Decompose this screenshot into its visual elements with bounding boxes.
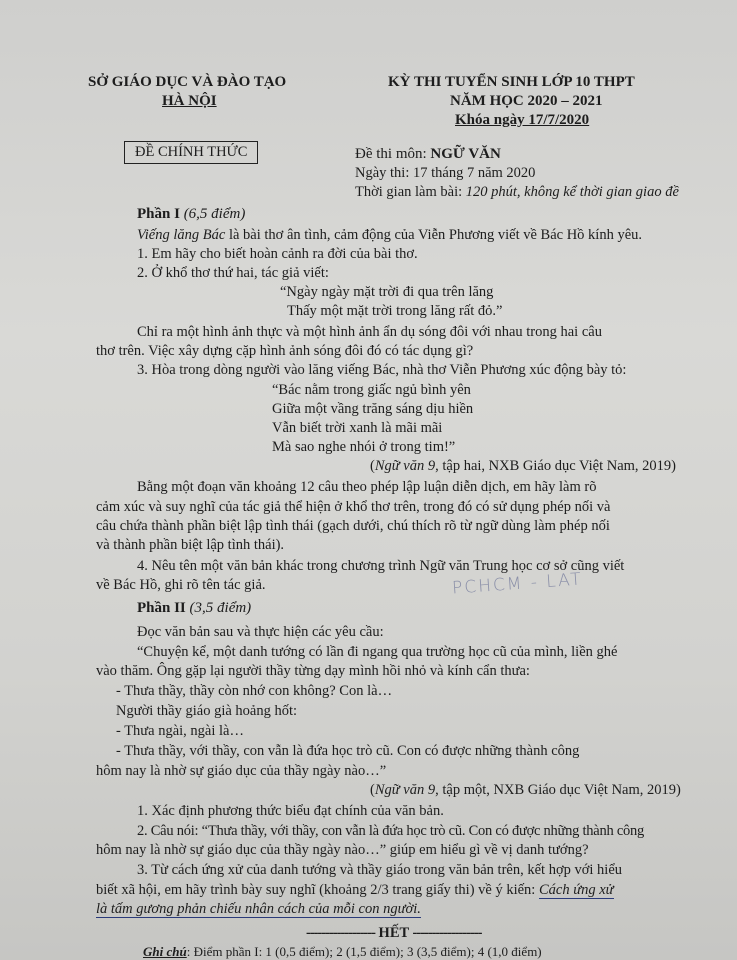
time-prefix: Thời gian làm bài: <box>355 184 466 200</box>
part1-question-4-line1: 4. Nêu tên một văn bản khác trong chương trình Ngữ văn Trung học cơ sở cũng viết <box>137 558 625 574</box>
end-text: HẾT <box>378 925 409 941</box>
part1-intro <box>137 227 642 244</box>
part2-title: Phần II <box>137 600 186 616</box>
dash-right: ------------------ <box>412 925 482 941</box>
note-colon: : <box>186 944 194 959</box>
source1-rest: , tập hai, NXB Giáo dục Việt Nam, 2019) <box>435 458 676 474</box>
part2-question-3-line2 <box>96 882 614 899</box>
part1-question-1: 1. Em hãy cho biết hoàn cảnh ra đời của bài thơ. <box>137 246 418 262</box>
part2-question-3-line3 <box>96 901 421 918</box>
part1-title: Phần I <box>137 206 180 222</box>
department-name: SỞ GIÁO DỤC VÀ ĐÀO TẠO <box>88 74 287 90</box>
poem-title: Viếng lăng Bác <box>137 227 226 243</box>
story-line7: hôm nay là nhờ sự giáo dục của thầy ngày nào…” <box>96 763 387 779</box>
exam-session-date: Khóa ngày 17/7/2020 <box>455 112 590 128</box>
school-year: NĂM HỌC 2020 – 2021 <box>450 93 603 109</box>
poem2-line1: “Bác nằm trong giấc ngủ bình yên <box>272 382 471 398</box>
poem1-line1: “Ngày ngày mặt trời đi qua trên lăng <box>280 284 494 300</box>
poem2-line3: Vẫn biết trời xanh là mãi mãi <box>272 420 443 436</box>
note-part1-scores: Điểm phần I: 1 (0,5 điểm); 2 (1,5 điểm); 3 (3,5 điểm); 4 (1,0 điểm) <box>193 944 542 959</box>
poem1-line2: Thấy một mặt trời trong lăng rất đỏ.” <box>287 303 503 319</box>
source2-title: Ngữ văn 9 <box>374 782 436 798</box>
source2-rest: , tập một, NXB Giáo dục Việt Nam, 2019) <box>435 782 681 798</box>
story-line2: vào thăm. Ông gặp lại người thầy từng dạy mình hồi nhỏ và kính cẩn thưa: <box>96 663 530 679</box>
story-line6: - Thưa thầy, với thầy, con vẫn là đứa học trò cũ. Con có được những thành công <box>116 743 580 759</box>
part1-q2-task-line1: Chỉ ra một hình ảnh thực và một hình ảnh ẩn dụ sóng đôi với nhau trong hai câu <box>137 324 602 340</box>
source1-title: Ngữ văn 9 <box>374 458 436 474</box>
part1-question-4-line2: về Bác Hồ, ghi rõ tên tác giả. <box>96 577 266 593</box>
q3-quote-end: là tấm gương phản chiếu nhân cách của mỗi con người. <box>96 901 421 917</box>
part1-points: (6,5 điểm) <box>183 206 246 222</box>
end-mark <box>306 925 481 942</box>
story-line1: “Chuyện kể, một danh tướng có lần đi ngang qua trường học cũ của mình, liền ghé <box>137 644 618 660</box>
part1-question-3: 3. Hòa trong dòng người vào lăng viếng Bác, nhà thơ Viễn Phương xúc động bày tỏ: <box>137 362 627 378</box>
part1-q2-task-line2: thơ trên. Việc xây dựng cặp hình ảnh sóng đôi đó có tác dụng gì? <box>96 343 474 359</box>
poem2-line2: Giữa một vầng trăng sáng dịu hiền <box>272 401 474 417</box>
time-value: 120 phút, không kể thời gian giao đề <box>465 184 679 200</box>
subject-line <box>355 146 501 163</box>
part2-question-1: 1. Xác định phương thức biểu đạt chính của văn bản. <box>137 803 444 819</box>
part1-heading <box>137 206 245 223</box>
source-citation-1: (Ngữ văn 9, tập hai, NXB Giáo dục Việt Nam, 2019) <box>370 458 676 474</box>
part1-q3-task-line2: cảm xúc và suy nghĩ của tác giả thể hiện ở khổ thơ trên, trong đó có sử dụng phép nối và <box>96 499 611 515</box>
city-name: HÀ NỘI <box>162 93 217 109</box>
source-citation-2: (Ngữ văn 9, tập một, NXB Giáo dục Việt Nam, 2019) <box>370 782 681 798</box>
official-exam-badge: ĐỀ CHÍNH THỨC <box>124 141 258 164</box>
q3-line2-text: biết xã hội, em hãy trình bày suy nghĩ (khoảng 2/3 trang giấy thi) về ý kiến: <box>96 882 539 898</box>
exam-date: Ngày thi: 17 tháng 7 năm 2020 <box>355 165 536 181</box>
q3-quote-start: Cách ứng xử <box>538 882 614 898</box>
part2-heading <box>137 600 251 617</box>
part2-instruction: Đọc văn bản sau và thực hiện các yêu cầu: <box>137 624 384 640</box>
subject-prefix: Đề thi môn: <box>355 146 431 162</box>
part1-q3-task-line4: và thành phần biệt lập tình thái). <box>96 537 285 553</box>
story-line3: - Thưa thầy, thầy còn nhớ con không? Con là… <box>116 683 393 699</box>
handwritten-note: PCHCM - LAT <box>451 569 584 599</box>
exam-title: KỲ THI TUYỂN SINH LỚP 10 THPT <box>388 74 635 90</box>
note-label: Ghi chú <box>143 944 187 959</box>
subject-name: NGỮ VĂN <box>430 146 501 162</box>
intro-text: là bài thơ ân tình, cảm động của Viễn Phương viết về Bác Hồ kính yêu. <box>225 227 643 243</box>
story-line5: - Thưa ngài, ngài là… <box>116 723 244 739</box>
part1-q3-task-line1: Bằng một đoạn văn khoảng 12 câu theo phép lập luận diễn dịch, em hãy làm rõ <box>137 479 597 495</box>
part2-question-3-line1: 3. Từ cách ứng xử của danh tướng và thầy giáo trong văn bản trên, kết hợp với hiểu <box>137 862 623 878</box>
time-line <box>355 184 679 201</box>
dash-left: ------------------ <box>306 925 375 941</box>
part1-q3-task-line3: câu chứa thành phần biệt lập tình thái (gạch dưới, chú thích rõ từ ngữ dùng làm phép nối <box>96 518 610 534</box>
footer-note-line1 <box>143 944 542 960</box>
part2-question-2-line2: hôm nay là nhờ sự giáo dục của thầy ngày nào…” giúp em hiểu gì về vị danh tướng? <box>96 842 589 858</box>
part2-points: (3,5 điểm) <box>189 600 252 616</box>
poem2-line4: Mà sao nghe nhói ở trong tim!” <box>272 439 456 455</box>
part2-question-2-line1: 2. Câu nói: “Thưa thầy, với thầy, con vẫn là đứa học trò cũ. Con có được những thành công <box>137 823 645 839</box>
part1-question-2: 2. Ở khổ thơ thứ hai, tác giả viết: <box>137 265 329 281</box>
story-line4: Người thầy giáo già hoảng hốt: <box>116 703 298 719</box>
